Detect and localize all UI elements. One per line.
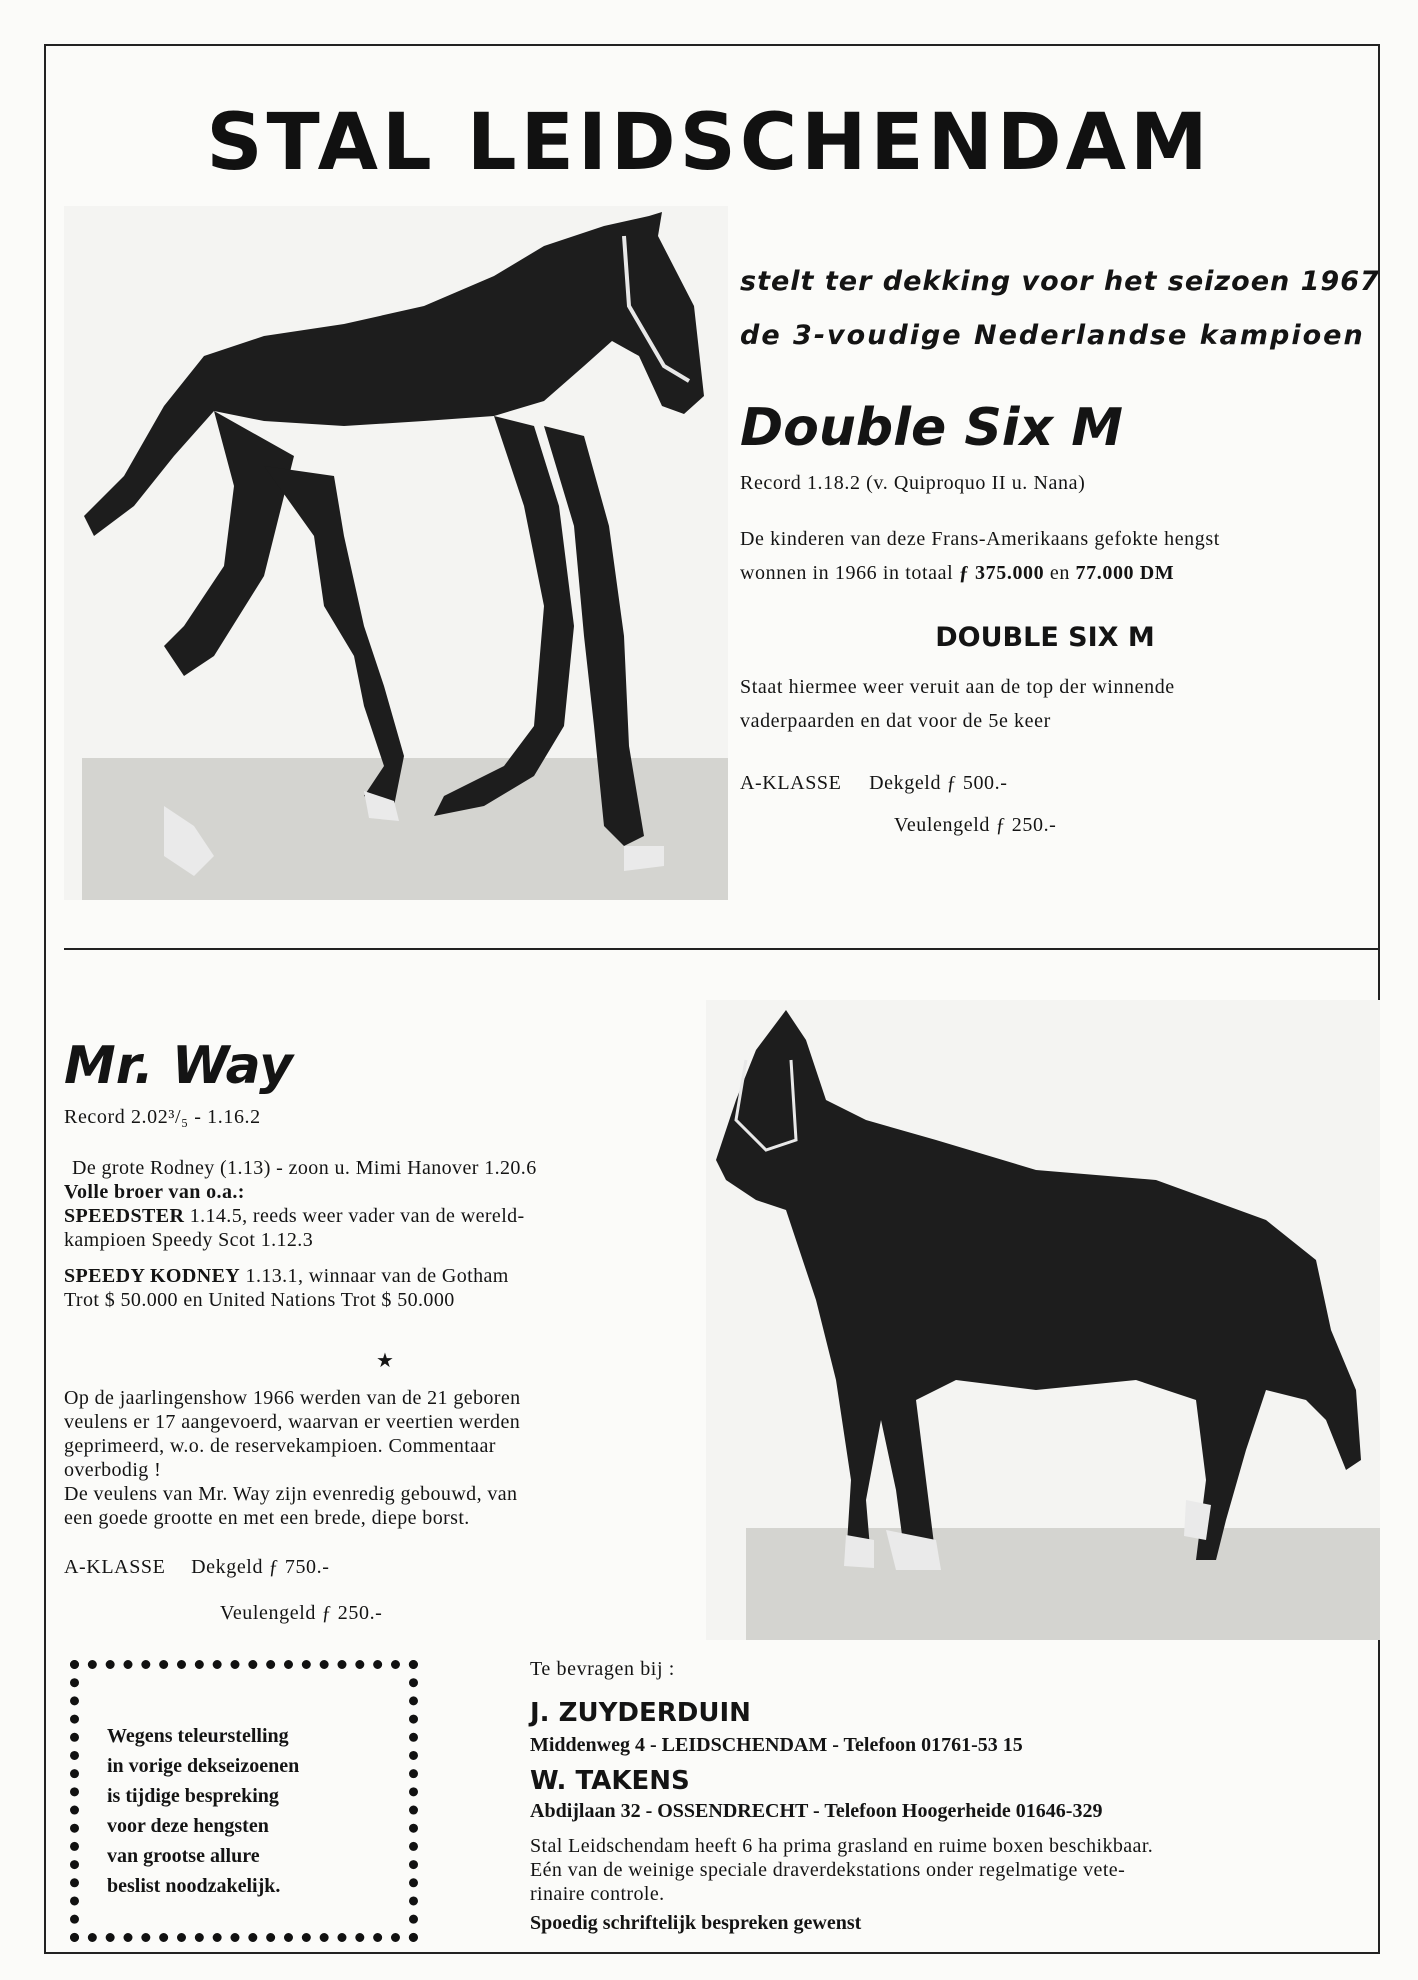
notice-line-3: is tijdige bespreking	[107, 1785, 279, 1807]
foal-fee: Veulengeld ƒ 250.-	[220, 1602, 383, 1624]
intro-line-1: stelt ter dekking voor het seizoen 1967	[740, 266, 1380, 297]
stallion-name-mr-way: Mr. Way	[64, 1036, 294, 1096]
ranking-text	[740, 670, 1380, 738]
stud-fee: Dekgeld ƒ 500.-	[869, 772, 1008, 794]
page-title: STAL LEIDSCHENDAM	[206, 98, 1212, 188]
horse-photo-mr-way	[706, 1000, 1380, 1640]
pedigree-line-2: Volle broer van o.a.:	[64, 1181, 245, 1203]
pedigree-line-1: De grote Rodney (1.13) - zoon u. Mimi Hanover 1.20.6	[72, 1157, 537, 1179]
description-text: en	[1044, 562, 1076, 584]
notice-line-1: Wegens teleurstelling	[107, 1725, 289, 1747]
show-line-5: De veulens van Mr. Way zijn evenredig gebouwd, van	[64, 1483, 518, 1505]
notice-box	[70, 1660, 418, 1942]
description-block	[740, 522, 1220, 590]
speedster-text: 1.14.5, reeds weer vader van de wereld-	[184, 1205, 525, 1227]
intro-line-2: de 3-voudige Nederlandse kampioen	[740, 320, 1365, 351]
class-label: A-KLASSE	[740, 772, 842, 794]
notice-line-6: beslist noodzakelijk.	[107, 1875, 281, 1897]
rodney-name: SPEEDY KODNEY	[64, 1265, 241, 1287]
fee-row-2	[64, 1550, 330, 1584]
stable-info-line-2: Eén van de weinige speciale draverdekstations onder regelmatige vete-	[530, 1859, 1126, 1881]
stallion-name-double-six-m: Double Six M	[740, 398, 1123, 458]
record-double-six-m: Record 1.18.2 (v. Quiproquo II u. Nana)	[740, 472, 1086, 494]
winnings-amount-guilders: ƒ 375.000	[958, 562, 1045, 584]
stable-info-line-1: Stal Leidschendam heeft 6 ha prima grasland en ruime boxen beschikbaar.	[530, 1835, 1154, 1857]
section-divider	[64, 948, 1380, 950]
notice-line-4: voor deze hengsten	[107, 1815, 269, 1837]
spacer	[64, 1252, 714, 1264]
notice-line-5: van grootse allure	[107, 1845, 260, 1867]
contact-address-takens: Abdijlaan 32 - OSSENDRECHT - Telefoon Hoogerheide 01646-329	[530, 1800, 1103, 1822]
horse-silhouette-trotting-icon	[64, 206, 728, 900]
stable-info-line-3: rinaire controle.	[530, 1883, 665, 1905]
star-icon: ★	[376, 1350, 394, 1372]
speedster-line-2: kampioen Speedy Scot 1.12.3	[64, 1229, 314, 1251]
notice-line-2: in vorige dekseizoenen	[107, 1755, 300, 1777]
closing-note: Spoedig schriftelijk bespreken gewenst	[530, 1912, 862, 1934]
horse-silhouette-standing-icon	[706, 1000, 1380, 1640]
description-line-1: De kinderen van deze Frans-Amerikaans gefokte hengst	[740, 528, 1220, 550]
show-line-3: geprimeerd, w.o. de reservekampioen. Commentaar	[64, 1435, 496, 1457]
rodney-text: 1.13.1, winnaar van de Gotham	[240, 1265, 509, 1287]
description-line-2	[740, 556, 1220, 590]
rodney-line-1	[64, 1264, 714, 1288]
winnings-amount-dm: 77.000 DM	[1075, 562, 1175, 584]
show-line-1: Op de jaarlingenshow 1966 werden van de 21 geboren	[64, 1387, 521, 1409]
show-results-block	[64, 1386, 714, 1530]
record-mr-way: Record 2.02³/₅ - 1.16.2	[64, 1106, 261, 1128]
rodney-line-2: Trot $ 50.000 en United Nations Trot $ 50.000	[64, 1289, 455, 1311]
foal-fee: Veulengeld ƒ 250.-	[894, 814, 1057, 836]
contact-address-zuyderduin: Middenweg 4 - LEIDSCHENDAM - Telefoon 01761-53 15	[530, 1734, 1023, 1756]
stable-info	[530, 1834, 1380, 1906]
class-label: A-KLASSE	[64, 1556, 166, 1578]
contact-intro: Te bevragen bij :	[530, 1658, 675, 1680]
subheading-double-six-m: DOUBLE SIX M	[935, 622, 1155, 653]
show-line-2: veulens er 17 aangevoerd, waarvan er veertien werden	[64, 1411, 521, 1433]
show-line-4: overbodig !	[64, 1459, 162, 1481]
show-line-6: een goede grootte en met een brede, diepe borst.	[64, 1507, 470, 1529]
notice-text	[107, 1721, 397, 1901]
pedigree-block	[64, 1156, 714, 1312]
ranking-line-1: Staat hiermee weer veruit aan de top der winnende	[740, 676, 1175, 698]
fee-row-1	[740, 766, 1008, 800]
horse-photo-double-six-m	[64, 206, 728, 900]
contact-name-takens: W. TAKENS	[530, 1766, 690, 1796]
description-text: wonnen in 1966 in totaal	[740, 562, 959, 584]
speedster-line-1	[64, 1204, 714, 1228]
speedster-name: SPEEDSTER	[64, 1205, 185, 1227]
contact-name-zuyderduin: J. ZUYDERDUIN	[530, 1698, 751, 1728]
ranking-line-2: vaderpaarden en dat voor de 5e keer	[740, 710, 1051, 732]
stud-fee: Dekgeld ƒ 750.-	[191, 1556, 330, 1578]
